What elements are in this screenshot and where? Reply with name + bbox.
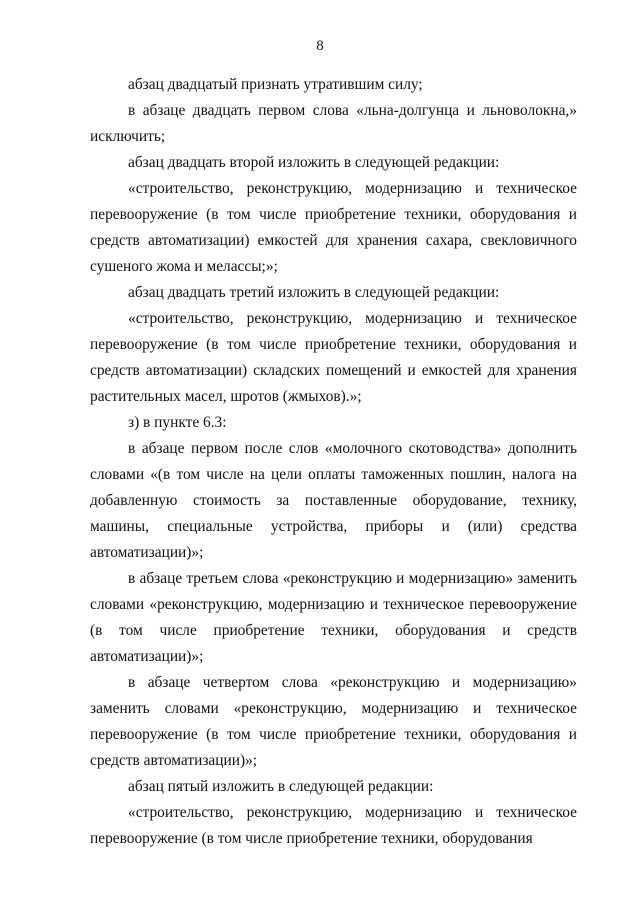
- paragraph: «строительство, реконструкцию, модернизацию и техническое перевооружение (в том числе приобретение техники, оборудования и средств автоматизации) емкостей для хранения сахара, свекловичного сушеного жома и мелассы;»;: [90, 180, 577, 275]
- paragraph: в абзаце первом после слов «молочного скотоводства» дополнить словами «(в том числе на цели оплаты таможенных пошлин, налога на добавленную стоимость за поставленные оборудование, технику, машины, специальные устройства, приборы и (или) средства автоматизации)»;: [90, 440, 577, 561]
- paragraph: в абзаце третьем слова «реконструкцию и модернизацию» заменить словами «реконструкцию, модернизацию и техническое перевооружение (в том числе приобретение техники, оборудования и средств автоматизации)»;: [90, 570, 577, 665]
- paragraph: «строительство, реконструкцию, модернизацию и техническое перевооружение (в том числе приобретение техники, оборудования и средств автоматизации) складских помещений и емкостей для хранения растительных масел, шротов (жмыхов).»;: [90, 310, 577, 405]
- paragraph: абзац двадцать второй изложить в следующей редакции:: [128, 154, 500, 171]
- paragraph: з) в пункте 6.3:: [128, 414, 227, 431]
- paragraph: в абзаце четвертом слова «реконструкцию и модернизацию» заменить словами «реконструкцию, модернизацию и техническое перевооружение (в том числе приобретение техники, оборудования и средств автоматизации)»;: [90, 674, 577, 769]
- document-body: [90, 72, 577, 852]
- paragraph: абзац двадцать третий изложить в следующей редакции:: [128, 284, 500, 301]
- paragraph: абзац пятый изложить в следующей редакции:: [128, 778, 434, 795]
- page-number: 8: [316, 38, 324, 54]
- paragraph: в абзаце двадцать первом слова «льна-долгунца и льноволокна,» исключить;: [90, 102, 577, 145]
- paragraph: абзац двадцатый признать утратившим силу;: [128, 76, 423, 93]
- paragraph: «строительство, реконструкцию, модернизацию и техническое перевооружение (в том числе приобретение техники, оборудования: [90, 804, 577, 847]
